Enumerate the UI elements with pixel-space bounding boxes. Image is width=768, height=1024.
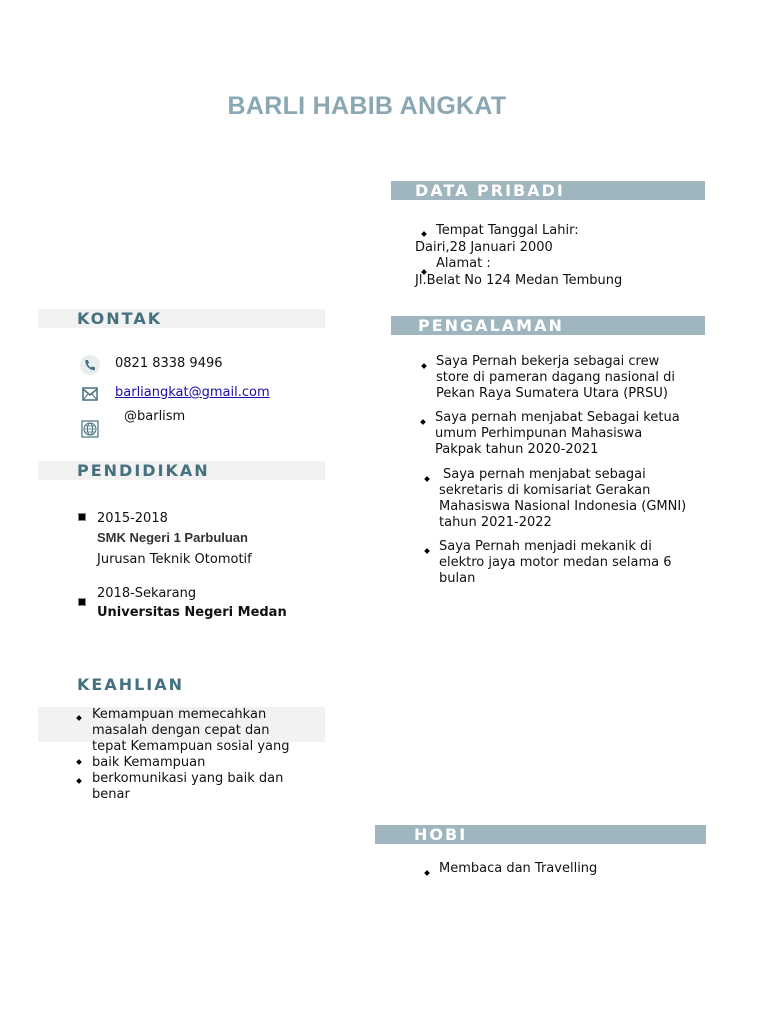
bullet-icon — [424, 548, 430, 554]
bullet-icon — [76, 759, 82, 765]
square-bullet-icon — [78, 513, 86, 521]
phone-icon — [78, 354, 102, 376]
square-bullet-icon — [78, 598, 86, 606]
education-school: SMK Negeri 1 Parbuluan — [97, 530, 248, 545]
email-link[interactable]: barliangkat@gmail.com — [115, 385, 270, 400]
keahlian-heading: KEAHLIAN — [77, 675, 185, 694]
globe-icon — [78, 418, 102, 440]
skills-text — [92, 707, 290, 803]
education-major: Jurusan Teknik Otomotif — [97, 552, 252, 567]
bullet-icon — [421, 363, 427, 369]
skills-line: benar — [92, 787, 130, 802]
experience-line: Saya Pernah menjadi mekanik di — [439, 539, 652, 554]
education-years: 2018-Sekarang — [97, 586, 197, 601]
experience-line: Saya pernah menjabat Sebagai ketua — [435, 410, 680, 425]
pengalaman-heading: PENGALAMAN — [391, 316, 705, 335]
skills-line: masalah dengan cepat dan — [92, 723, 270, 738]
envelope-icon — [78, 383, 102, 405]
skills-line: berkomunikasi yang baik dan — [92, 771, 284, 786]
alamat-value: Jl.Belat No 124 Medan Tembung — [415, 273, 623, 288]
hobi-heading: HOBI — [375, 825, 706, 844]
data-pribadi-heading: DATA PRIBADI — [391, 181, 705, 200]
experience-item — [439, 539, 672, 587]
experience-line: sekretaris di komisariat Gerakan — [439, 483, 651, 498]
phone-number: 0821 8338 9496 — [115, 356, 223, 371]
experience-item — [439, 467, 686, 531]
kontak-heading: KONTAK — [38, 309, 325, 328]
ttl-value: Dairi,28 Januari 2000 — [415, 240, 553, 255]
experience-line: bulan — [439, 571, 476, 586]
ttl-label: Tempat Tanggal Lahir: — [436, 223, 579, 238]
skills-line: tepat Kemampuan sosial yang — [92, 739, 290, 754]
skills-line: Kemampuan memecahkan — [92, 707, 267, 722]
experience-line: umum Perhimpunan Mahasiswa — [435, 426, 643, 441]
bullet-icon — [421, 231, 427, 237]
bullet-icon — [420, 419, 426, 425]
experience-line: tahun 2021-2022 — [439, 515, 552, 530]
experience-line: store di pameran dagang nasional di — [436, 370, 675, 385]
pendidikan-heading: PENDIDIKAN — [38, 461, 325, 480]
experience-line: Pakpak tahun 2020-2021 — [435, 442, 599, 457]
bullet-icon — [424, 476, 430, 482]
candidate-name: BARLI HABIB ANGKAT — [227, 92, 507, 120]
bullet-icon — [76, 778, 82, 784]
experience-line: Mahasiswa Nasional Indonesia (GMNI) — [439, 499, 687, 514]
experience-item — [435, 410, 680, 458]
experience-item — [436, 354, 675, 402]
experience-line: elektro jaya motor medan selama 6 — [439, 555, 672, 570]
experience-line: Pekan Raya Sumatera Utara (PRSU) — [436, 386, 668, 401]
experience-line: Saya Pernah bekerja sebagai crew — [436, 354, 660, 369]
bullet-icon — [424, 870, 430, 876]
education-years: 2015-2018 — [97, 511, 168, 526]
education-school: Universitas Negeri Medan — [97, 605, 287, 620]
skills-line: baik Kemampuan — [92, 755, 206, 770]
hobby-item: Membaca dan Travelling — [439, 861, 598, 876]
experience-line: Saya pernah menjabat sebagai — [443, 467, 646, 482]
social-handle: @barlism — [124, 409, 186, 424]
alamat-label: Alamat : — [436, 256, 491, 271]
